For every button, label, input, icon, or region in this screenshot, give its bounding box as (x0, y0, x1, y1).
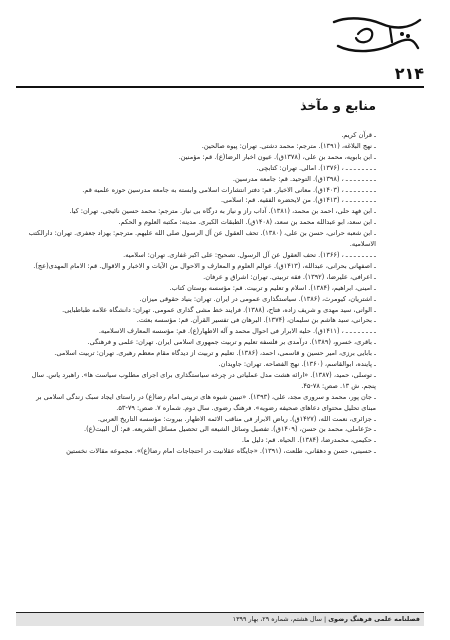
reference-item: ـ ـ ـ ـ ـ ـ ـ ـ ، (۱۴۱۱ق). حلیه الابرار فی احوال محمد و آله الاطهار(ع). قم: مؤسسه المعارف الاسلامیه. (98, 327, 376, 336)
logo-dot-2 (406, 34, 410, 38)
reference-item: ـ جزائری، نعمت الله، (۱۴۲۷ق). ریاض الابرار فی مناقب الائمه الاطهار. بیروت: مؤسسه التاریخ العربی. (97, 414, 376, 423)
footer-citation (233, 615, 420, 623)
reference-item: ـ حکیمی، محمدرضا، (۱۳۸۴). الحیاه. قم: دلیل ما. (241, 436, 376, 445)
header-rule (16, 86, 424, 88)
reference-item: ـ ـ ـ ـ ـ ـ ـ ـ ، (۱۳۷۶). امالی. تهران: کتابچی. (256, 163, 376, 172)
reference-item: ـ اعرافی، علیرضا، (۱۳۹۲). فقه تربیتی. تهران: اشراق و عرفان. (203, 272, 376, 281)
reference-item: ـ بحرانی، سید هاشم بن سلیمان، (۱۳۷۴). البرهان فی تفسیر القرآن. قم: مؤسسه بعثت. (136, 316, 376, 325)
reference-item: ـ بابایی برزی، امیر حسین و قاسمی، احمد، (۱۳۸۶). تعلیم و تربیت از دیدگاه مقام معظم رهبری. تهران: تربیت اسلامی. (54, 349, 376, 358)
reference-item: ـ پاینده، ابوالقاسم، (۱۳۶۰). نهج الفصاحه. تهران: جاویدان. (218, 360, 376, 369)
footer-issue: سال هشتم، شماره ۲۹، بهار ۱۳۹۹ (232, 615, 322, 623)
logo-swash-upper (334, 18, 420, 27)
reference-item: ـ الوانی، سید مهدی و شریف زاده، فتاح، (۱۳۸۸). فرایند خط مشی گذاری عمومی. تهران: دانشگاه علامه طباطبایی. (62, 305, 376, 314)
reference-item: ـ ـ ـ ـ ـ ـ ـ ـ ، (۱۳۹۸ق). التوحید. قم: جامعه مدرسین. (232, 174, 376, 183)
reference-item: ـ ابن شعبه حرانی، حسن بن علی، (۱۳۸۰). تحف العقول عن آل الرسول صلی الله علیهم. مترجم: بهزاد جعفری. تهران: دارالکتب الاسلامیه. (28, 229, 376, 249)
reference-item: ـ اصفهانی بحرانی، عبدالله، (۱۴۱۳ق). عوالم العلوم و المعارف و الاحوال من الآیات و الاخبار و الاقوال. قم: الامام المهدی(عج). (33, 261, 376, 270)
logo-dot-1 (400, 32, 404, 36)
references-list (26, 130, 376, 457)
reference-item: ـ توسلی، حمید، (۱۳۸۷). «ارائه هشت مدل عملیاتی در چرخه سیاستگذاری برای اجرای مطلوب سیاست ها». راهبرد یاس. سال پنجم. ش ۱۳. صص: ۷۸-۴۵. (31, 370, 376, 390)
reference-item: ـ ـ ـ ـ ـ ـ ـ ـ ، (۱۴۰۳ق). معانی الاخبار. قم: دفتر انتشارات اسلامی وابسته به جامعه مدرسین حوزه علمیه قم. (82, 185, 376, 194)
logo-stroke-right (390, 28, 392, 42)
reference-item: ـ حسینی، حسن و دهقانی، طلعت، (۱۳۹۱). «جایگاه عقلانیت در احتجاجات امام رضا(ع)». مجموعه مقالات نخستین (66, 447, 376, 456)
reference-item: ـ نهج البلاغه، (۱۳۹۱). مترجم: محمد دشتی. تهران: پیوه صالحین. (201, 141, 376, 150)
reference-item: ـ ابن بابویه، محمد بن علی، (۱۳۷۸ق). عیون اخبار الرضا(ع). قم: مؤمنین. (178, 152, 376, 161)
reference-item: ـ جان پور، محمد و سروری مجد، علی، (۱۳۹۳). «تبیین شیوه های تربیتی امام رضا(ع) در راستای ایجاد سبک زندگی اسلامی بر مبنای تحلیل محتوای دعاهای صحیفه رضویه». فرهنگ رضوی. سال دوم. شماره ۷. صص: ۷۹-۵۳. (36, 392, 376, 412)
journal-logo (328, 14, 424, 60)
logo-swash-loop (356, 29, 372, 42)
footer-journal-name: فصلنامه علمی فرهنگ رضوی (328, 615, 420, 623)
section-title: منابع و مآخذ (300, 98, 376, 113)
reference-item: ـ ابن سعد، ابو عبدالله محمد بن سعد، (۱۴۰۸ق). الطبقات الکبری. مدینه: مکتبه العلوم و الحکم. (118, 218, 376, 227)
reference-item: ـ ابن فهد حلی، احمد بن محمد، (۱۳۸۱). آداب راز و نیاز به درگاه بی نیاز. مترجم: محمد حسین نائیجی. تهران: کیا. (69, 207, 376, 216)
reference-item: ـ اشتریان، کیومرث، (۱۳۸۶). سیاستگذاری عمومی در ایران. تهران: بنیاد حقوقی میزان. (139, 294, 376, 303)
reference-item: ـ قرآن کریم. (341, 131, 376, 139)
page-number: ۲۱۴ (394, 64, 424, 83)
reference-item: ـ باقری، خسرو، (۱۳۸۹). درآمدی بر فلسفه تعلیم و تربیت جمهوری اسلامی ایران. تهران: علمی و فرهنگی. (87, 338, 376, 347)
logo-swash-lower (338, 40, 418, 51)
reference-item: ـ ـ ـ ـ ـ ـ ـ ـ ، (۱۳۶۶). تحف العقول عن آل الرسول. تصحیح: علی اکبر غفاری. تهران: اسلامیه. (123, 250, 376, 259)
reference-item: ـ ـ ـ ـ ـ ـ ـ ـ ، (۱۴۱۳ق). من لایحضره الفقیه. قم: اسلامی. (221, 196, 376, 205)
reference-item: ـ حرّعاملی، محمد بن حسن، (۱۴۰۹ق). تفصیل وسائل الشیعه الی تحصیل مسائل الشریعه. قم: آل البیت(ع). (83, 425, 376, 434)
footer-separator: | (321, 615, 327, 623)
reference-item: ـ امینی، ابراهیم، (۱۳۸۴). اسلام و تعلیم و تربیت. قم: مؤسسه بوستان کتاب. (169, 283, 376, 292)
